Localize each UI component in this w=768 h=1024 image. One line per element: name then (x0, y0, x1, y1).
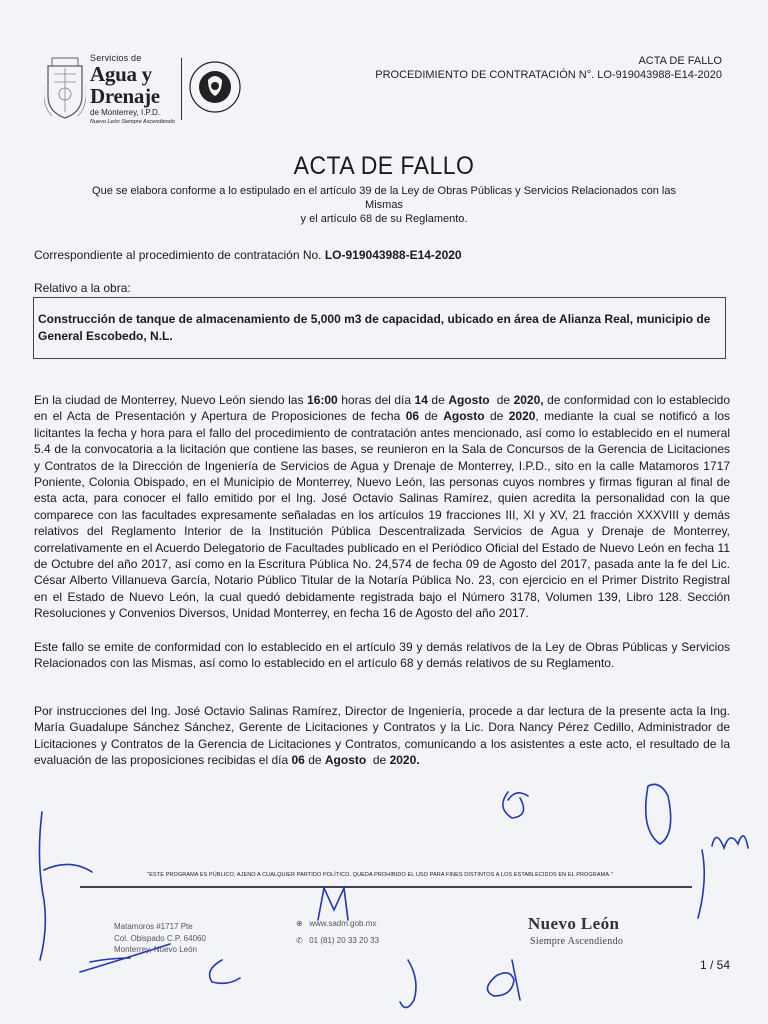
logo-divider (181, 58, 182, 120)
procedure-label: PROCEDIMIENTO DE CONTRATACIÓN N°. LO-919043988-E14-2020 (375, 69, 722, 81)
page-title: ACTA DE FALLO (293, 152, 475, 180)
p1-month2: Agosto (443, 409, 485, 424)
seal-icon (188, 60, 242, 114)
p1-text-c: de (427, 393, 449, 407)
p1-year: 2020, (513, 393, 544, 407)
paragraph-2: Este fallo se emite de conformidad con lo establecido en el artículo 39 y demás relativos de la Ley de Obras Públicas y Servicios Relacionados con las Mismas, así como lo establecido en el artículo 68 y demás relativos de su Reglamento. (34, 640, 730, 671)
footer-contact (296, 915, 379, 949)
p1-month: Agosto (448, 393, 490, 407)
procedure-prefix: Correspondiente al procedimiento de contratación No. (34, 248, 325, 262)
paragraph-1 (34, 392, 730, 622)
p1-day2: 06 (405, 409, 420, 424)
p1-text-a: En la ciudad de Monterrey, Nuevo León siendo las (34, 393, 308, 407)
signature-right-letters (712, 836, 748, 848)
p1-day: 14 (414, 393, 428, 407)
logo-tagline: Nuevo León Siempre Ascendiendo (90, 119, 175, 125)
logo-line2: Agua y (90, 62, 152, 86)
p3-month: Agosto (324, 753, 367, 768)
logo-line3: Drenaje (90, 84, 160, 108)
footer-disclaimer: "ESTE PROGRAMA ES PÚBLICO, AJENO A CUALQUIER PARTIDO POLÍTICO. QUEDA PROHIBIDO EL USO PARA FINES DISTINTOS A LOS ESTABLECIDOS EN EL PROGRAMA." (147, 872, 613, 878)
footer-divider (80, 886, 692, 888)
signature-bottom-j (400, 960, 416, 1008)
address-line2: Col. Obispado C.P. 64060 (114, 933, 206, 943)
p1-text-d: de (489, 393, 514, 407)
obra-description: Construcción de tanque de almacenamiento de 5,000 m3 de capacidad, ubicado en área de Alianza Real, municipio de General Escobedo, N.L. (38, 312, 711, 343)
phone-icon: ✆ (296, 936, 303, 945)
document-reference (375, 54, 722, 82)
p1-year2: 2020 (508, 409, 536, 424)
p3-text-c: de (366, 753, 390, 768)
logo-wordmark (90, 54, 175, 126)
signature-right-loop (646, 784, 671, 844)
p3-year: 2020. (389, 753, 420, 768)
p1-text-g: de (484, 409, 509, 424)
p3-day: 06 (291, 753, 305, 768)
website-link[interactable]: www.sadm.gob.mx (309, 919, 377, 928)
crest-icon (44, 56, 86, 120)
nuevo-leon-brand: Nuevo León (528, 914, 620, 933)
signature-c (210, 960, 240, 983)
p3-text-a: Por instrucciones del Ing. José Octavio Salinas Ramírez, Director de Ingeniería, procede a dar lectura de la presente acta la Ing. María Guadalupe Sánchez Sánchez, Gerente de Licitaciones y Contratos y la Lic. Dora Nancy Pérez Cedillo, Administrador de Licitaciones y Contratos de la Gerencia de Licitaciones y Contratos, comunicando a los asistentes a este acto, el resultado de la evaluación de las proposiciones recibidas el día (34, 704, 730, 768)
logo-line1: Servicios de (90, 53, 142, 63)
signature-bottom-a (487, 960, 520, 1000)
paragraph-3 (34, 703, 730, 769)
p3-text-b: de (304, 753, 325, 768)
address-line3: Monterrey, Nuevo León (114, 945, 198, 954)
p1-text-h: , mediante la cual se notificó a los licitantes la fecha y hora para el fallo del procedimiento de contratación antes mencionado, así como lo establecido en el numeral 5.4 de la convocatoria a la licitación que contiene las bases, se reunieron en la Sala de Concursos de la Gerencia de Licitaciones y Contratos de la Dirección de Ingeniería de Servicios de Agua y Drenaje de Monterrey, I.P.D., sito en la calle Matamoros 1717 Poniente, Colonia Obispado, en el Municipio de Monterrey, Nuevo León, las personas cuyos nombres y firmas figuran al final de esta acta, para conocer el fallo emitido por el Ing. José Octavio Salinas Ramírez, quien acredita la personalidad con la que comparece con las facultades expresamente señaladas en los artículos 19 fracciones III, XI y XV, 21 fracción XXXVIII y demás relativos del Reglamento Interior de la Institución Pública Descentralizada Servicios de Agua y Drenaje de Monterrey, correlativamente en el Acuerdo Delegatorio de Facultades publicado en el Periódico Oficial del Estado de Nuevo León en fecha 11 de Octubre del año 2017, así como en la Escritura Pública No. 24,574 de fecha 09 de Agosto del 2017, pasada ante la fe del Lic. César Alberto Villanueva García, Notario Público Titular de la Notaría Pública No. 23, con ejercicio en el Primer Distrito Registral en el Estado de Nuevo León, la cual quedó debidamente registrada bajo el Número 3178, Volumen 139, Libro 128. Sección Resoluciones y Convenios Diversos, Unidad Monterrey, en fecha 16 de Agosto del año 2017. (34, 409, 731, 621)
subtitle-line2: y el artículo 68 de su Reglamento. (300, 213, 468, 225)
p1-time: 16:00 (307, 393, 338, 407)
logo-line4: de Monterrey, I.P.D. (90, 108, 160, 117)
subtitle (80, 184, 688, 226)
globe-icon: ⊕ (296, 919, 303, 928)
nuevo-leon-tagline: Siempre Ascendiendo (530, 936, 624, 947)
p1-text-b: horas del día (337, 393, 415, 407)
relativo-label: Relativo a la obra: (34, 281, 131, 295)
doc-label: ACTA DE FALLO (638, 55, 722, 67)
page-number: 1 / 54 (700, 958, 731, 972)
procedure-number: LO-919043988-E14-2020 (324, 248, 462, 262)
signature-d (503, 792, 528, 818)
procedure-reference (34, 247, 462, 263)
p1-text-f: de (419, 409, 444, 424)
subtitle-line1: Que se elabora conforme a lo estipulado en el artículo 39 de la Ley de Obras Públicas y Servicios Relacionados con las Mismas (92, 185, 676, 211)
address-line1: Matamoros #1717 Pte (114, 922, 193, 931)
signature-right-line (698, 850, 704, 918)
phone-number: 01 (81) 20 33 20 33 (309, 936, 380, 945)
p1-text-e: de conformidad con lo establecido en el Acta de Presentación y Apertura de Proposiciones de fecha (34, 393, 731, 424)
footer-address (114, 921, 206, 956)
